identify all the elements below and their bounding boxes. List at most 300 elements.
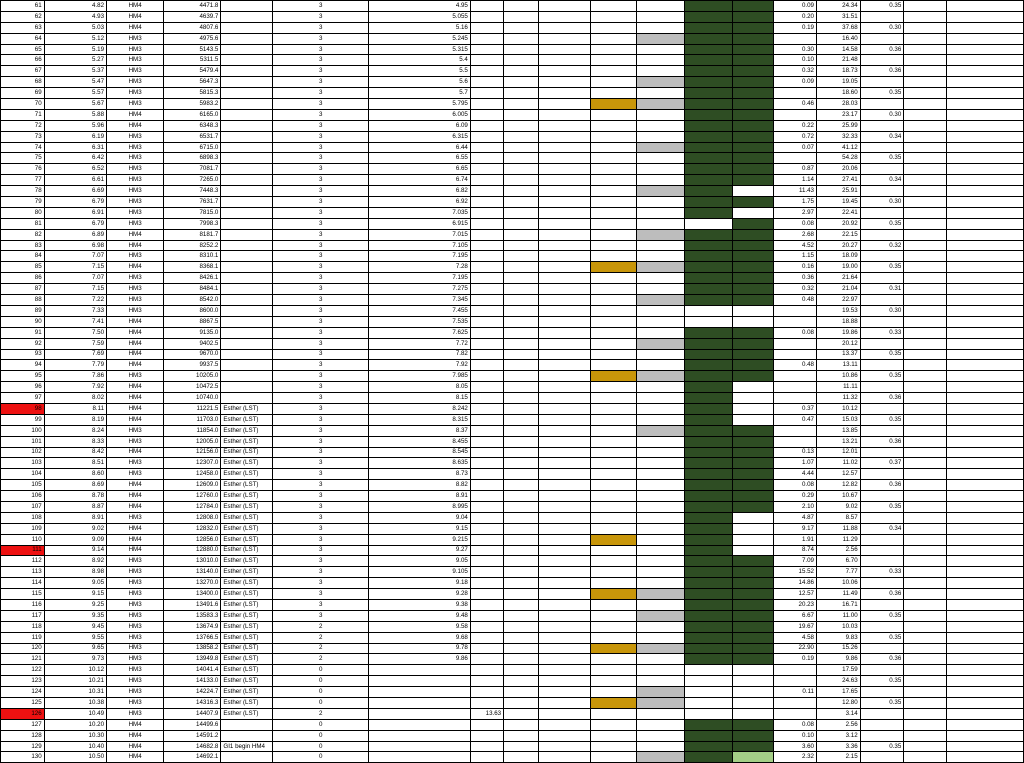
value-cell: 7.07 — [44, 251, 106, 262]
metric-c-cell: 0.35 — [860, 414, 904, 425]
blank-cell — [946, 197, 1023, 208]
distance-cell: 5815.3 — [164, 88, 221, 99]
metric-b-cell: 3.14 — [817, 708, 861, 719]
hm-cell: HM3 — [107, 567, 164, 578]
count-cell: 3 — [273, 11, 369, 22]
blank-cell — [504, 218, 539, 229]
note-cell — [221, 371, 273, 382]
blank-cell — [946, 578, 1023, 589]
blank-cell — [904, 665, 947, 676]
count-cell: 2 — [273, 621, 369, 632]
count-cell: 3 — [273, 589, 369, 600]
hm-cell: HM3 — [107, 676, 164, 687]
blank-cell — [504, 393, 539, 404]
extra-cell — [470, 360, 503, 371]
metric-a-cell: 2.68 — [774, 229, 817, 240]
grey-flag-cell — [637, 578, 685, 589]
blank-cell — [504, 273, 539, 284]
blank-cell — [946, 77, 1023, 88]
distance-cell: 5983.2 — [164, 99, 221, 110]
blank-cell — [946, 414, 1023, 425]
count-cell: 3 — [273, 567, 369, 578]
blank-cell — [946, 327, 1023, 338]
value-cell: 10.50 — [44, 752, 106, 763]
hm-cell: HM4 — [107, 240, 164, 251]
metric-b-cell: 14.58 — [817, 44, 861, 55]
hm-cell: HM3 — [107, 599, 164, 610]
gold-flag-cell — [591, 186, 637, 197]
green-a-cell — [684, 393, 732, 404]
extra-cell — [470, 284, 503, 295]
blank-cell — [904, 55, 947, 66]
row-index-cell: 64 — [1, 33, 45, 44]
extra-cell — [470, 621, 503, 632]
green-b-cell — [732, 556, 774, 567]
extra-cell — [470, 77, 503, 88]
metric-a-cell: 0.47 — [774, 414, 817, 425]
distance-cell: 8252.2 — [164, 240, 221, 251]
blank-cell — [504, 458, 539, 469]
note-cell: Esther (LST) — [221, 687, 273, 698]
metric-c-cell: 0.36 — [860, 436, 904, 447]
metric-b-cell: 24.63 — [817, 676, 861, 687]
blank-cell — [904, 371, 947, 382]
value2-cell: 9.78 — [368, 643, 470, 654]
green-b-cell — [732, 33, 774, 44]
hm-cell: HM3 — [107, 305, 164, 316]
grey-flag-cell — [637, 730, 685, 741]
green-a-cell — [684, 480, 732, 491]
blank-cell — [539, 251, 591, 262]
blank-cell — [504, 240, 539, 251]
grey-flag-cell — [637, 295, 685, 306]
value2-cell: 8.37 — [368, 425, 470, 436]
value2-cell: 7.455 — [368, 305, 470, 316]
value-cell: 9.35 — [44, 610, 106, 621]
green-a-cell — [684, 730, 732, 741]
metric-a-cell: 0.20 — [774, 11, 817, 22]
value2-cell: 9.38 — [368, 599, 470, 610]
count-cell: 3 — [273, 360, 369, 371]
value2-cell: 9.15 — [368, 523, 470, 534]
blank-cell — [946, 1, 1023, 12]
metric-a-cell — [774, 371, 817, 382]
green-a-cell — [684, 599, 732, 610]
blank-cell — [504, 567, 539, 578]
count-cell: 3 — [273, 578, 369, 589]
hm-cell: HM4 — [107, 120, 164, 131]
green-a-cell — [684, 153, 732, 164]
metric-a-cell: 6.67 — [774, 610, 817, 621]
metric-c-cell: 0.35 — [860, 371, 904, 382]
metric-a-cell — [774, 393, 817, 404]
green-a-cell — [684, 77, 732, 88]
row-index-cell: 91 — [1, 327, 45, 338]
blank-cell — [946, 741, 1023, 752]
value-cell: 9.14 — [44, 545, 106, 556]
value2-cell — [368, 676, 470, 687]
metric-a-cell: 2.32 — [774, 752, 817, 763]
metric-b-cell: 19.00 — [817, 262, 861, 273]
blank-cell — [539, 218, 591, 229]
row-index-cell: 124 — [1, 687, 45, 698]
gold-flag-cell — [591, 687, 637, 698]
blank-cell — [904, 88, 947, 99]
extra-cell — [470, 22, 503, 33]
table-row — [1, 469, 1024, 480]
metric-c-cell — [860, 708, 904, 719]
grey-flag-cell — [637, 665, 685, 676]
blank-cell — [504, 207, 539, 218]
blank-cell — [539, 534, 591, 545]
green-b-cell — [732, 44, 774, 55]
count-cell: 0 — [273, 665, 369, 676]
value-cell: 8.60 — [44, 469, 106, 480]
value-cell: 6.89 — [44, 229, 106, 240]
table-row — [1, 77, 1024, 88]
blank-cell — [539, 131, 591, 142]
blank-cell — [504, 262, 539, 273]
row-index-cell: 103 — [1, 458, 45, 469]
count-cell: 3 — [273, 545, 369, 556]
note-cell — [221, 338, 273, 349]
table-row — [1, 99, 1024, 110]
distance-cell: 12784.0 — [164, 501, 221, 512]
count-cell: 3 — [273, 1, 369, 12]
note-cell — [221, 316, 273, 327]
green-a-cell — [684, 676, 732, 687]
blank-cell — [946, 349, 1023, 360]
gold-flag-cell — [591, 545, 637, 556]
count-cell: 3 — [273, 175, 369, 186]
hm-cell: HM3 — [107, 218, 164, 229]
gold-flag-cell — [591, 218, 637, 229]
hm-cell: HM3 — [107, 469, 164, 480]
hm-cell: HM3 — [107, 77, 164, 88]
metric-a-cell — [774, 109, 817, 120]
row-index-cell: 112 — [1, 556, 45, 567]
blank-cell — [504, 403, 539, 414]
metric-b-cell: 21.64 — [817, 273, 861, 284]
distance-cell: 4975.6 — [164, 33, 221, 44]
note-cell — [221, 109, 273, 120]
metric-a-cell: 0.10 — [774, 55, 817, 66]
blank-cell — [904, 360, 947, 371]
value-cell: 9.55 — [44, 632, 106, 643]
metric-c-cell: 0.37 — [860, 458, 904, 469]
blank-cell — [904, 523, 947, 534]
metric-a-cell: 0.36 — [774, 273, 817, 284]
blank-cell — [946, 66, 1023, 77]
gold-flag-cell — [591, 698, 637, 709]
note-cell: Esther (LST) — [221, 425, 273, 436]
hm-cell: HM3 — [107, 458, 164, 469]
row-index-cell: 68 — [1, 77, 45, 88]
grey-flag-cell — [637, 316, 685, 327]
grey-flag-cell — [637, 109, 685, 120]
green-a-cell — [684, 621, 732, 632]
count-cell: 3 — [273, 447, 369, 458]
note-cell: Esther (LST) — [221, 447, 273, 458]
blank-cell — [539, 741, 591, 752]
metric-c-cell: 0.34 — [860, 523, 904, 534]
note-cell: Esther (LST) — [221, 654, 273, 665]
green-b-cell — [732, 240, 774, 251]
blank-cell — [539, 273, 591, 284]
extra-cell — [470, 730, 503, 741]
distance-cell: 11854.0 — [164, 425, 221, 436]
grey-flag-cell — [637, 491, 685, 502]
row-index-cell: 87 — [1, 284, 45, 295]
extra-cell — [470, 371, 503, 382]
metric-a-cell — [774, 425, 817, 436]
blank-cell — [904, 545, 947, 556]
distance-cell: 7081.7 — [164, 164, 221, 175]
hm-cell: HM3 — [107, 425, 164, 436]
count-cell: 3 — [273, 251, 369, 262]
metric-a-cell: 0.29 — [774, 491, 817, 502]
blank-cell — [946, 382, 1023, 393]
table-row — [1, 643, 1024, 654]
blank-cell — [946, 589, 1023, 600]
blank-cell — [946, 11, 1023, 22]
blank-cell — [904, 436, 947, 447]
extra-cell — [470, 523, 503, 534]
hm-cell: HM3 — [107, 175, 164, 186]
note-cell: Esther (LST) — [221, 458, 273, 469]
blank-cell — [504, 632, 539, 643]
extra-cell — [470, 414, 503, 425]
gold-flag-cell — [591, 1, 637, 12]
green-b-cell — [732, 262, 774, 273]
blank-cell — [904, 229, 947, 240]
table-row — [1, 360, 1024, 371]
extra-cell — [470, 687, 503, 698]
extra-cell — [470, 262, 503, 273]
blank-cell — [504, 578, 539, 589]
metric-c-cell — [860, 142, 904, 153]
count-cell: 3 — [273, 44, 369, 55]
green-a-cell — [684, 425, 732, 436]
distance-cell: 8181.7 — [164, 229, 221, 240]
extra-cell — [470, 403, 503, 414]
extra-cell — [470, 382, 503, 393]
grey-flag-cell — [637, 469, 685, 480]
value-cell: 5.96 — [44, 120, 106, 131]
grey-flag-cell — [637, 447, 685, 458]
blank-cell — [904, 414, 947, 425]
blank-cell — [946, 665, 1023, 676]
green-a-cell — [684, 665, 732, 676]
hm-cell: HM3 — [107, 295, 164, 306]
blank-cell — [946, 240, 1023, 251]
count-cell: 3 — [273, 218, 369, 229]
green-a-cell — [684, 523, 732, 534]
hm-cell: HM3 — [107, 55, 164, 66]
blank-cell — [904, 654, 947, 665]
blank-cell — [504, 741, 539, 752]
extra-cell — [470, 55, 503, 66]
metric-b-cell: 22.97 — [817, 295, 861, 306]
blank-cell — [904, 153, 947, 164]
hm-cell: HM3 — [107, 186, 164, 197]
value-cell: 9.65 — [44, 643, 106, 654]
extra-cell — [470, 197, 503, 208]
row-index-cell: 71 — [1, 109, 45, 120]
blank-cell — [539, 186, 591, 197]
count-cell: 3 — [273, 153, 369, 164]
blank-cell — [504, 436, 539, 447]
note-cell — [221, 295, 273, 306]
blank-cell — [904, 599, 947, 610]
blank-cell — [539, 88, 591, 99]
blank-cell — [904, 142, 947, 153]
table-row — [1, 164, 1024, 175]
metric-c-cell — [860, 77, 904, 88]
blank-cell — [504, 164, 539, 175]
blank-cell — [539, 77, 591, 88]
note-cell — [221, 120, 273, 131]
metric-a-cell: 0.16 — [774, 262, 817, 273]
row-index-cell: 94 — [1, 360, 45, 371]
blank-cell — [946, 338, 1023, 349]
grey-flag-cell — [637, 480, 685, 491]
extra-cell — [470, 501, 503, 512]
count-cell: 3 — [273, 414, 369, 425]
grey-flag-cell — [637, 229, 685, 240]
hm-cell: HM4 — [107, 262, 164, 273]
blank-cell — [504, 382, 539, 393]
value2-cell: 5.5 — [368, 66, 470, 77]
value2-cell: 9.04 — [368, 512, 470, 523]
extra-cell — [470, 120, 503, 131]
gold-flag-cell — [591, 425, 637, 436]
grey-flag-cell — [637, 556, 685, 567]
gold-flag-cell — [591, 556, 637, 567]
blank-cell — [904, 218, 947, 229]
gold-flag-cell — [591, 131, 637, 142]
grey-flag-cell — [637, 284, 685, 295]
green-b-cell — [732, 109, 774, 120]
green-a-cell — [684, 120, 732, 131]
table-row — [1, 708, 1024, 719]
metric-b-cell: 10.86 — [817, 371, 861, 382]
blank-cell — [946, 44, 1023, 55]
blank-cell — [504, 186, 539, 197]
row-index-cell: 101 — [1, 436, 45, 447]
gold-flag-cell — [591, 741, 637, 752]
metric-b-cell: 22.41 — [817, 207, 861, 218]
hm-cell: HM4 — [107, 545, 164, 556]
table-row — [1, 295, 1024, 306]
metric-c-cell — [860, 316, 904, 327]
green-b-cell — [732, 698, 774, 709]
extra-cell — [470, 654, 503, 665]
distance-cell: 14407.9 — [164, 708, 221, 719]
row-index-cell: 69 — [1, 88, 45, 99]
grey-flag-cell — [637, 687, 685, 698]
green-b-cell — [732, 676, 774, 687]
table-row — [1, 22, 1024, 33]
distance-cell: 7815.0 — [164, 207, 221, 218]
note-cell — [221, 229, 273, 240]
blank-cell — [946, 719, 1023, 730]
metric-a-cell: 0.72 — [774, 131, 817, 142]
blank-cell — [539, 610, 591, 621]
blank-cell — [946, 99, 1023, 110]
metric-b-cell: 24.34 — [817, 1, 861, 12]
metric-c-cell: 0.35 — [860, 88, 904, 99]
blank-cell — [504, 687, 539, 698]
hm-cell: HM3 — [107, 589, 164, 600]
note-cell — [221, 164, 273, 175]
green-a-cell — [684, 578, 732, 589]
gold-flag-cell — [591, 273, 637, 284]
value2-cell: 9.05 — [368, 556, 470, 567]
gold-flag-cell — [591, 109, 637, 120]
blank-cell — [904, 578, 947, 589]
metric-c-cell: 0.35 — [860, 676, 904, 687]
value2-cell: 7.82 — [368, 349, 470, 360]
extra-cell — [470, 599, 503, 610]
row-index-cell: 96 — [1, 382, 45, 393]
blank-cell — [946, 632, 1023, 643]
metric-c-cell — [860, 251, 904, 262]
distance-cell: 5479.4 — [164, 66, 221, 77]
metric-c-cell: 0.36 — [860, 589, 904, 600]
value-cell: 6.61 — [44, 175, 106, 186]
row-index-cell: 125 — [1, 698, 45, 709]
green-b-cell — [732, 1, 774, 12]
green-b-cell — [732, 197, 774, 208]
grey-flag-cell — [637, 403, 685, 414]
blank-cell — [946, 33, 1023, 44]
metric-c-cell: 0.30 — [860, 22, 904, 33]
grey-flag-cell — [637, 589, 685, 600]
blank-cell — [946, 393, 1023, 404]
metric-a-cell: 0.13 — [774, 447, 817, 458]
note-cell: Esther (LST) — [221, 621, 273, 632]
row-index-cell: 66 — [1, 55, 45, 66]
extra-cell — [470, 534, 503, 545]
distance-cell: 11703.0 — [164, 414, 221, 425]
count-cell: 2 — [273, 632, 369, 643]
row-index-cell: 93 — [1, 349, 45, 360]
note-cell — [221, 11, 273, 22]
distance-cell: 5311.5 — [164, 55, 221, 66]
metric-c-cell — [860, 229, 904, 240]
row-index-cell: 83 — [1, 240, 45, 251]
metric-a-cell — [774, 338, 817, 349]
gold-flag-cell — [591, 175, 637, 186]
table-row — [1, 589, 1024, 600]
blank-cell — [904, 501, 947, 512]
hm-cell: HM3 — [107, 436, 164, 447]
green-a-cell — [684, 752, 732, 763]
metric-c-cell: 0.35 — [860, 218, 904, 229]
hm-cell: HM3 — [107, 66, 164, 77]
value2-cell: 5.315 — [368, 44, 470, 55]
green-b-cell — [732, 371, 774, 382]
extra-cell — [470, 589, 503, 600]
green-a-cell — [684, 643, 732, 654]
green-a-cell — [684, 687, 732, 698]
extra-cell — [470, 316, 503, 327]
row-index-cell: 127 — [1, 719, 45, 730]
distance-cell: 13140.0 — [164, 567, 221, 578]
distance-cell: 7265.0 — [164, 175, 221, 186]
grey-flag-cell — [637, 22, 685, 33]
